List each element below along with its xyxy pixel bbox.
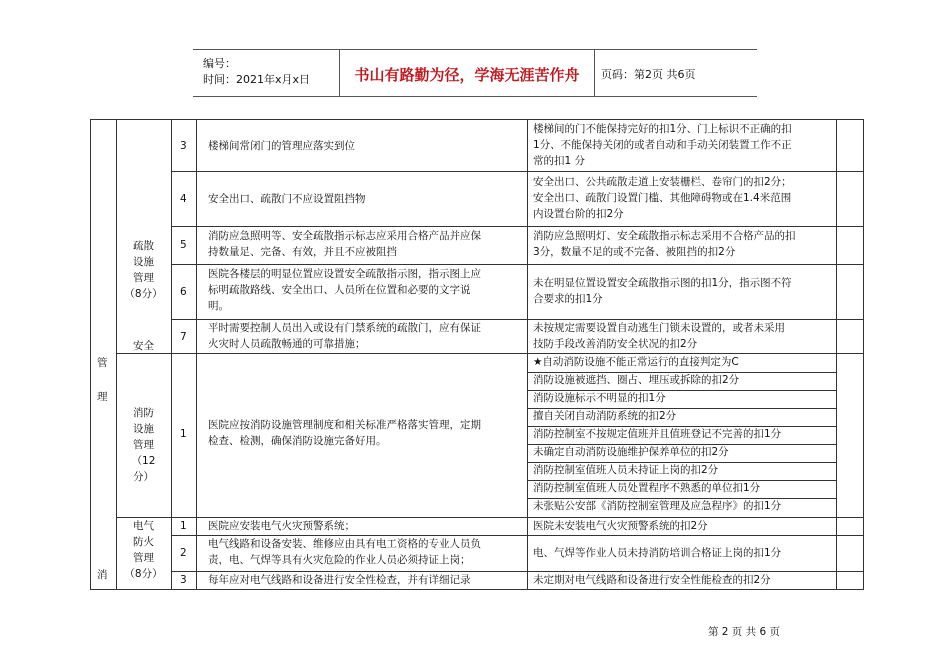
divider — [171, 226, 863, 227]
row-number: 5 — [180, 239, 187, 251]
penalty-item: 未确定自动消防设施维护保养单位的扣2分 — [533, 446, 729, 458]
penalty-item: 擅自关闭自动消防系统的扣2分 — [533, 410, 677, 422]
penalty-item: 消防设施被遮挡、圈占、埋压或拆除的扣2分 — [533, 374, 740, 386]
category-line: （8分） — [124, 288, 163, 300]
requirement-text — [208, 266, 481, 314]
penalty-item: 消防控制室不按规定值班并且值班登记不完善的扣1分 — [533, 428, 782, 440]
penalty-item: 消防控制室值班人员处置程序不熟悉的单位扣1分 — [533, 482, 761, 494]
text-line: 楼梯间的门不能保持完好的扣1分、门上标识不正确的扣 — [533, 123, 792, 135]
safety-label: 安全 — [133, 340, 154, 352]
row-number: 3 — [180, 574, 187, 586]
requirement-text — [208, 228, 481, 260]
text-line: 电气线路和设备安装、维修应由具有电工资格的专业人员负 — [208, 538, 481, 550]
text-line: 消防应急照明等、安全疏散指示标志应采用合格产品并应保 — [208, 230, 481, 242]
text-line: 消防应急照明灯、安全疏散指示标志采用不合格产品的扣 — [533, 230, 796, 242]
text-line: 未按规定需要设置自动逃生门锁未设置的，或者未采用 — [533, 322, 785, 334]
category-line: 管理 — [133, 552, 154, 564]
category-line: 设施 — [133, 256, 154, 268]
penalty-text: 电、气焊等作业人员未持消防培训合格证上岗的扣1分 — [533, 547, 782, 559]
text-line: 持数量足、完备、有效，并且不应被阻挡 — [208, 246, 397, 258]
category-electric — [116, 518, 171, 582]
text-line: 医院各楼层的明显位置应设置安全疏散指示图，指示图上应 — [208, 268, 481, 280]
row-number: 1 — [180, 520, 187, 532]
penalty-text — [533, 174, 792, 222]
divider — [527, 120, 528, 589]
row-number: 4 — [180, 193, 187, 205]
assessment-table — [90, 119, 864, 590]
penalty-text — [533, 320, 785, 352]
text-line: 责，电、气焊等具有火灾危险的作业人员必须持证上岗； — [208, 554, 471, 566]
row-number: 2 — [180, 547, 187, 559]
requirement-text: 每年应对电气线路和设备进行安全性检查，并有详细记录 — [208, 574, 471, 586]
text-line: 火灾时人员疏散畅通的可靠措施； — [208, 338, 366, 350]
penalty-text — [533, 228, 796, 260]
text-line: 明。 — [208, 300, 229, 312]
divider — [836, 120, 837, 589]
requirement-text — [208, 536, 481, 568]
text-line: 3分，数量不足的或不完备、被阻挡的扣2分 — [533, 246, 736, 258]
header-meta — [193, 50, 339, 96]
category-line: 疏散 — [133, 240, 154, 252]
penalty-item: 消防控制室值班人员未持证上岗的扣2分 — [533, 464, 719, 476]
text-line: 标明疏散路线、安全出口、人员所在位置和必要的文字说 — [208, 284, 471, 296]
divider — [171, 264, 863, 265]
header-motto: 书山有路勤为径，学海无涯苦作舟 — [354, 66, 580, 84]
category-line: 分） — [133, 471, 154, 483]
penalty-item: 未张贴公安部《消防控制室管理及应急程序》的扣1分 — [533, 500, 782, 512]
section-label-mid: 理 — [97, 391, 108, 403]
text-line: 平时需要控制人员出入或设有门禁系统的疏散门，应有保证 — [208, 322, 481, 334]
divider — [171, 171, 863, 172]
text-line: 安全出口、疏散门设置门槛、其他障碍物或在1.4米范围 — [533, 192, 792, 204]
penalty-item: 消防设施标示不明显的扣1分 — [533, 392, 666, 404]
document-time: 时间：2021年x月x日 — [203, 73, 311, 86]
text-line: 安全出口、公共疏散走道上安装栅栏、卷帘门的扣2分； — [533, 176, 792, 188]
penalty-text: 未定期对电气线路和设备进行安全性能检查的扣2分 — [533, 574, 771, 586]
header-page-number: 页码：第2页 共6页 — [601, 68, 696, 81]
category-fire-facility — [116, 405, 171, 485]
row-number: 7 — [180, 331, 187, 343]
row-number: 6 — [180, 286, 187, 298]
penalty-text: 医院未安装电气火灾预警系统的扣2分 — [533, 520, 708, 532]
header-page-cell — [593, 50, 757, 96]
section-label-top: 管 — [97, 357, 108, 369]
category-evacuation — [116, 238, 171, 302]
requirement-text — [208, 417, 481, 449]
text-line: 检查、检测，确保消防设施完备好用。 — [208, 435, 387, 447]
penalty-text — [533, 121, 792, 169]
category-line: 消防 — [133, 407, 154, 419]
category-line: 防火 — [133, 536, 154, 548]
text-line: 1分、不能保持关闭的或者自动和手动关闭装置工作不正 — [533, 139, 792, 151]
document-number: 编号： — [203, 57, 236, 70]
requirement-text: 医院应安装电气火灾预警系统； — [208, 520, 355, 532]
divider — [196, 120, 197, 589]
text-line: 未在明显位置设置安全疏散指示图的扣1分，指示图不符 — [533, 277, 792, 289]
text-line: 技防手段改善消防安全状况的扣2分 — [533, 338, 698, 350]
category-line: （12 — [131, 455, 156, 467]
category-line: 管理 — [133, 439, 154, 451]
text-line: 安全出口、疏散门不应设置阻挡物 — [208, 193, 366, 205]
text-line: 合要求的扣1分 — [533, 293, 603, 305]
section-label-bottom: 消 — [97, 569, 108, 581]
row-number: 3 — [180, 140, 187, 152]
penalty-list — [533, 354, 781, 516]
header-motto-cell — [339, 50, 595, 96]
category-line: （8分） — [124, 568, 163, 580]
requirement-text — [208, 320, 481, 352]
divider — [171, 120, 172, 589]
text-line: 常的扣1 分 — [533, 155, 586, 167]
penalty-item: ★自动消防设施不能正常运行的直接判定为C — [533, 356, 739, 368]
text-line: 楼梯间常闭门的管理应落实到位 — [208, 140, 355, 152]
category-line: 设施 — [133, 423, 154, 435]
page-header — [193, 49, 757, 97]
row-number: 1 — [180, 428, 187, 440]
category-line: 电气 — [133, 520, 154, 532]
page-footer: 第 2 页 共 6 页 — [707, 626, 780, 638]
requirement-text — [208, 138, 355, 154]
text-line: 医院应按消防设施管理制度和相关标准严格落实管理，定期 — [208, 419, 481, 431]
category-line: 管理 — [133, 272, 154, 284]
penalty-text — [533, 275, 792, 307]
requirement-text — [208, 191, 366, 207]
text-line: 内设置台阶的扣2分 — [533, 208, 624, 220]
